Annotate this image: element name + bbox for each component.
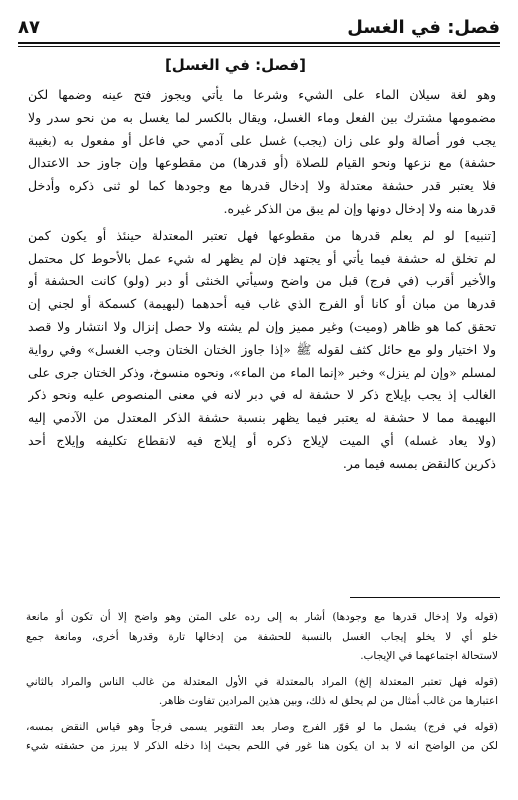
footnote-line: (قوله ولا إدخال قدرها مع وجودها) أشار به إلى رده على المتن وهو واضح إلا أن تكون أو مانعة (26, 611, 498, 623)
footnote-line: لاستحالة اجتماعهما في الإيجاب. (360, 650, 498, 662)
footnote-line: اعتبارها من غالب أمثال من لم يحلق له ذلك، وبين هذين المرادين تفاوت ظاهر. (158, 695, 498, 707)
text-line: مضمومها مشترك بين الفعل وماء الغسل، ويقال بالكسر لما يغسل به من نحو سدر ولا (28, 109, 496, 125)
footnotes (26, 608, 498, 757)
text-line: يجب فور أصالة ولو على زان (يجب) غسل على آدمي حي فاعل أو مفعول به (بغيبة (28, 132, 496, 148)
footnote-line: خلو أي لا يخلو إيجاب الغسل بالنسبة للحشفة من إدخالها تارة وقدرها أخرى، ومانعة جمع (26, 630, 498, 643)
running-header (18, 14, 500, 40)
text-line: والأخير أقرب (في فرج) قبل من واضح وسيأتي الخنثى أو دبر (ولو) كانت الحشفة أو (28, 273, 496, 289)
text-line: (ولا يعاد غسله) أي الميت لإيلاج ذكره أو إيلاج فيه لانقطاع تكليفه وإيلاج أحد (28, 432, 496, 448)
footnote-line: لكن من الواضح انه لا بد ان يكون هنا غور في اللحم بحيث إذا دخله الذكر لا يبرز من حشفته شيء (26, 740, 498, 752)
text-line: قدرها منه ولا إدخال دونها وإن لم يبق من الذكر غيره. (223, 200, 496, 216)
section-title: [فصل: في الغسل] (164, 56, 306, 74)
text-line: حشفة) مع نزعها ونحو القيام للصلاة (أو قدرها) من مقطوعها وإن جاوز حد الاعتدال (28, 155, 496, 171)
text-line: لمسلم «وإن لم ينزل» وخبر «إنما الماء من الماء»، ونحوه منسوخ، وذكر الختان جرى على (28, 364, 496, 380)
main-text (28, 84, 496, 476)
text-line: لم تخلق له حشفة فيما يأتي أو يجتهد فإن لم يظهر له شيء عمل بالأحوط كل محتمل (28, 250, 496, 266)
footnote-line: (قوله فهل تعتبر المعتدلة إلخ) المراد بالمعتدلة في الأول المعتدلة من غالب الناس والمراد بالثاني (26, 675, 498, 688)
footnote-divider (350, 597, 500, 598)
text-line: فلا يعتبر قدر حشفة معتدلة ولا إدخال قدرها مع وجودها كما لو ثنى ذكره وأدخل (28, 178, 496, 194)
text-line: وهو لغة سيلان الماء على الشيء وشرعا ما يأتي ويجوز فتح عينه وضمها لكن (28, 87, 496, 102)
text-line: تحقق كما هو ظاهر (وميت) وغير مميز وإن لم يشته ولا حصل إنزال ولا انتشار ولا قصد (28, 318, 496, 334)
footnote-line: (قوله في فرج) يشمل ما لو قوّر الفرج وصار بعد التقوير يسمى فرجاً وهو قياس النقض بمسه، (26, 720, 498, 733)
text-line: البهيمة مما لا حشفة له يعتبر فيما يظهر بنسبة حشفة الذكر المعتدل من الآدمي إليه (28, 410, 496, 426)
running-title: فصل: في الغسل (347, 16, 500, 38)
header-rule (18, 42, 500, 47)
footnote (26, 718, 498, 757)
text-line: قدرها من مبان أو كانا أو الفرج الذي غاب فيه أحدهما (لبهيمة) كسمكة أو لجني إن (28, 296, 496, 312)
text-line: الغالب إذ يجب بإيلاج ذكر لا حشفة له في دبر لانه في معنى المنصوص عليه ونحو ذكر (28, 387, 496, 403)
footnote (26, 673, 498, 712)
text-line: [تنبيه] لو لم يعلم قدرها من مقطوعها فهل تعتبر المعتدلة حينئذ أو يكون كمن (28, 227, 496, 243)
text-line: ذكرين كالنقض بمسه فيما مر. (342, 455, 496, 471)
text-line: ولا اختيار ولو مع حائل كثف لقوله ﷺ «إذا جاوز الختان الختان وجب الغسل» وفي رواية (28, 341, 496, 357)
footnote (26, 608, 498, 667)
page-number: ٨٧ (18, 16, 40, 38)
